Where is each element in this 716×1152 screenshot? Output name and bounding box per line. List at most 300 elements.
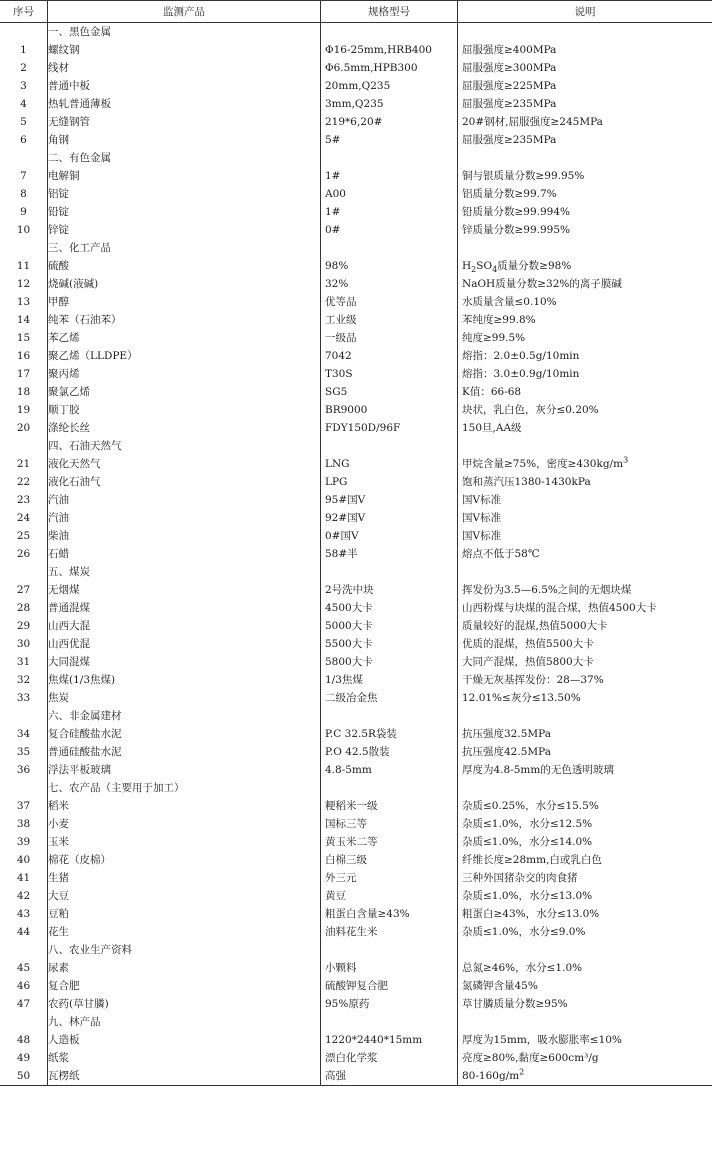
table-row xyxy=(0,59,712,77)
note-cell: 杂质≤1.0%，水分≤14.0% xyxy=(462,836,593,848)
row-number: 22 xyxy=(0,473,48,491)
table-row xyxy=(0,833,712,851)
row-number: 8 xyxy=(0,185,48,203)
note-cell: 厚度为15mm，吸水膨胀率≤10% xyxy=(462,1034,622,1046)
note-cell xyxy=(458,563,713,581)
product-name: 无烟煤 xyxy=(48,581,321,599)
category-row xyxy=(0,779,712,797)
spec-cell: Φ16-25mm,HRB400 xyxy=(321,41,458,59)
note-cell xyxy=(458,149,713,167)
note-cell: 三种外国猪杂交的肉食猪 xyxy=(462,872,578,884)
product-name: 苯乙烯 xyxy=(48,329,321,347)
spec-cell xyxy=(321,707,458,725)
spec-cell: 58#半 xyxy=(321,545,458,563)
product-name: 硫酸 xyxy=(48,257,321,275)
row-number: 48 xyxy=(0,1031,48,1049)
note-cell: 草甘膦质量分数≥95% xyxy=(462,998,568,1010)
product-name: 豆粕 xyxy=(48,905,321,923)
row-number: 26 xyxy=(0,545,48,563)
note-cell: 屈服强度≥235MPa xyxy=(462,98,557,110)
note-cell: 挥发份为3.5—6.5%之间的无烟块煤 xyxy=(462,584,632,596)
product-name: 复合硅酸盐水泥 xyxy=(48,725,321,743)
row-number: 5 xyxy=(0,113,48,131)
row-number: 23 xyxy=(0,491,48,509)
product-name: 稻米 xyxy=(48,797,321,815)
table-row xyxy=(0,347,712,365)
table-row xyxy=(0,905,712,923)
header-product: 监测产品 xyxy=(48,1,321,23)
spec-cell: 7042 xyxy=(321,347,458,365)
table-row xyxy=(0,365,712,383)
product-name: 普通中板 xyxy=(48,77,321,95)
product-name: 柴油 xyxy=(48,527,321,545)
category-label: 五、煤炭 xyxy=(48,563,321,581)
spec-cell: LPG xyxy=(321,473,458,491)
spec-cell: 95%原药 xyxy=(321,995,458,1013)
product-name: 电解铜 xyxy=(48,167,321,185)
product-name: 焦煤(1/3焦煤) xyxy=(48,671,321,689)
spec-cell: 1220*2440*15mm xyxy=(321,1031,458,1049)
table-row xyxy=(0,1049,712,1067)
product-name: 普通混煤 xyxy=(48,599,321,617)
spec-cell: FDY150D/96F xyxy=(321,419,458,437)
spec-cell: 5800大卡 xyxy=(321,653,458,671)
category-row xyxy=(0,941,712,959)
spec-cell: P.C 32.5R袋装 xyxy=(321,725,458,743)
note-cell xyxy=(458,1013,713,1031)
product-name: 尿素 xyxy=(48,959,321,977)
product-name: 复合肥 xyxy=(48,977,321,995)
row-number: 47 xyxy=(0,995,48,1013)
product-name: 小麦 xyxy=(48,815,321,833)
row-number: 36 xyxy=(0,761,48,779)
note-cell: 杂质≤1.0%，水分≤13.0% xyxy=(462,890,593,902)
row-number: 28 xyxy=(0,599,48,617)
spec-cell: SG5 xyxy=(321,383,458,401)
table-row xyxy=(0,257,712,275)
spec-cell: 92#国Ⅴ xyxy=(321,509,458,527)
spec-cell xyxy=(321,149,458,167)
note-cell: 水质量含量≤0.10% xyxy=(462,296,557,308)
note-cell: 粗蛋白≥43%，水分≤13.0% xyxy=(462,908,600,920)
table-row xyxy=(0,77,712,95)
row-number xyxy=(0,1013,48,1031)
table-row xyxy=(0,509,712,527)
note-cell: 饱和蒸汽压1380-1430kPa xyxy=(462,476,591,488)
table-row xyxy=(0,95,712,113)
table-row xyxy=(0,455,712,473)
note-cell: 氮磷钾含量45% xyxy=(462,980,538,992)
spec-cell: 219*6,20# xyxy=(321,113,458,131)
table-row xyxy=(0,383,712,401)
table-body xyxy=(0,23,712,1086)
table-row xyxy=(0,815,712,833)
table-row xyxy=(0,887,712,905)
product-name: 棉花（皮棉） xyxy=(48,851,321,869)
note-cell: 12.01%≤灰分≤13.50% xyxy=(462,692,581,704)
category-row xyxy=(0,1013,712,1031)
spec-cell: 粳稻米一级 xyxy=(321,797,458,815)
note-cell: 屈服强度≥225MPa xyxy=(462,80,557,92)
row-number: 20 xyxy=(0,419,48,437)
product-name: 热轧普通薄板 xyxy=(48,95,321,113)
product-name: 浮法平板玻璃 xyxy=(48,761,321,779)
category-label: 七、农产品（主要用于加工） xyxy=(48,779,321,797)
spec-cell: 98% xyxy=(321,257,458,275)
spec-cell xyxy=(321,239,458,257)
category-label: 二、有色金属 xyxy=(48,149,321,167)
product-name: 无缝钢管 xyxy=(48,113,321,131)
row-number: 35 xyxy=(0,743,48,761)
row-number: 10 xyxy=(0,221,48,239)
row-number: 37 xyxy=(0,797,48,815)
note-cell: 亮度≥80%,黏度≥600cm³/g xyxy=(462,1052,599,1064)
category-row xyxy=(0,707,712,725)
spec-cell: 4.8-5mm xyxy=(321,761,458,779)
table-row xyxy=(0,1067,712,1086)
product-name: 烧碱(液碱) xyxy=(48,275,321,293)
table-row xyxy=(0,851,712,869)
row-number: 43 xyxy=(0,905,48,923)
note-cell: 国Ⅴ标准 xyxy=(462,494,502,506)
spec-cell: 3mm,Q235 xyxy=(321,95,458,113)
spec-cell: 一级品 xyxy=(321,329,458,347)
product-name: 玉米 xyxy=(48,833,321,851)
note-cell: 杂质≤1.0%，水分≤9.0% xyxy=(462,926,586,938)
category-row xyxy=(0,437,712,455)
spec-cell: 32% xyxy=(321,275,458,293)
product-name: 聚乙烯（LLDPE） xyxy=(48,347,321,365)
spec-cell: 1# xyxy=(321,167,458,185)
table-row xyxy=(0,869,712,887)
note-cell: 苯纯度≥99.8% xyxy=(462,314,536,326)
spec-cell: 高强 xyxy=(321,1067,458,1086)
row-number xyxy=(0,239,48,257)
note-part: 3 xyxy=(623,455,629,465)
product-name: 大豆 xyxy=(48,887,321,905)
spec-cell: 1# xyxy=(321,203,458,221)
row-number: 15 xyxy=(0,329,48,347)
row-number: 19 xyxy=(0,401,48,419)
table-row xyxy=(0,635,712,653)
spec-cell: 20mm,Q235 xyxy=(321,77,458,95)
spec-cell: 5# xyxy=(321,131,458,149)
spec-cell: T30S xyxy=(321,365,458,383)
row-number: 29 xyxy=(0,617,48,635)
row-number: 30 xyxy=(0,635,48,653)
note-cell: 杂质≤0.25%，水分≤15.5% xyxy=(462,800,599,812)
table-row xyxy=(0,419,712,437)
note-cell: 铝质量分数≥99.7% xyxy=(462,188,557,200)
note-cell: 熔指：3.0±0.9g/10min xyxy=(462,368,580,380)
product-name: 铅锭 xyxy=(48,203,321,221)
table-row xyxy=(0,41,712,59)
note-cell: 抗压强度32.5MPa xyxy=(462,728,551,740)
table-row xyxy=(0,113,712,131)
note-cell xyxy=(458,779,713,797)
table-row xyxy=(0,653,712,671)
row-number: 1 xyxy=(0,41,48,59)
note-cell: 国Ⅴ标准 xyxy=(462,512,502,524)
table-row xyxy=(0,311,712,329)
note-part: 80-160g/m xyxy=(462,1070,520,1082)
note-cell: 纤维长度≥28mm,白或乳白色 xyxy=(462,854,602,866)
note-cell xyxy=(458,455,713,473)
row-number: 24 xyxy=(0,509,48,527)
note-cell: 铅质量分数≥99.994% xyxy=(462,206,571,218)
row-number: 31 xyxy=(0,653,48,671)
row-number xyxy=(0,707,48,725)
spec-cell: 粗蛋白含量≥43% xyxy=(321,905,458,923)
note-cell: 质量较好的混煤,热值5000大卡 xyxy=(462,620,608,632)
header-no: 序号 xyxy=(0,1,48,23)
row-number: 41 xyxy=(0,869,48,887)
product-name: 山西优混 xyxy=(48,635,321,653)
spec-cell: 2号洗中块 xyxy=(321,581,458,599)
note-cell: 锌质量分数≥99.995% xyxy=(462,224,571,236)
spec-cell: 0#国Ⅴ xyxy=(321,527,458,545)
row-number: 14 xyxy=(0,311,48,329)
spec-cell xyxy=(321,563,458,581)
spec-cell: 0# xyxy=(321,221,458,239)
table-row xyxy=(0,167,712,185)
row-number: 13 xyxy=(0,293,48,311)
category-label: 三、化工产品 xyxy=(48,239,321,257)
product-name: 人造板 xyxy=(48,1031,321,1049)
row-number: 6 xyxy=(0,131,48,149)
row-number: 2 xyxy=(0,59,48,77)
table-header-row xyxy=(0,1,712,23)
note-cell: 屈服强度≥300MPa xyxy=(462,62,557,74)
note-cell: 杂质≤1.0%，水分≤12.5% xyxy=(462,818,593,830)
table-row xyxy=(0,671,712,689)
category-row xyxy=(0,239,712,257)
spec-cell: 油料花生米 xyxy=(321,923,458,941)
row-number: 18 xyxy=(0,383,48,401)
note-cell xyxy=(458,23,713,42)
table-row xyxy=(0,203,712,221)
table-row xyxy=(0,221,712,239)
note-cell: 国Ⅴ标准 xyxy=(462,530,502,542)
table-row xyxy=(0,995,712,1013)
row-number xyxy=(0,23,48,42)
table-row xyxy=(0,581,712,599)
category-row xyxy=(0,23,712,42)
row-number: 34 xyxy=(0,725,48,743)
spec-cell: Φ6.5mm,HPB300 xyxy=(321,59,458,77)
product-name: 汽油 xyxy=(48,509,321,527)
spec-cell: 黄豆 xyxy=(321,887,458,905)
spec-cell: 工业级 xyxy=(321,311,458,329)
spec-cell xyxy=(321,779,458,797)
product-name: 锌锭 xyxy=(48,221,321,239)
row-number: 3 xyxy=(0,77,48,95)
row-number: 21 xyxy=(0,455,48,473)
spec-cell: 小颗料 xyxy=(321,959,458,977)
spec-cell: 白棉三级 xyxy=(321,851,458,869)
spec-cell: 漂白化学浆 xyxy=(321,1049,458,1067)
spec-cell xyxy=(321,437,458,455)
table-row xyxy=(0,977,712,995)
spec-cell: 硫酸钾复合肥 xyxy=(321,977,458,995)
category-label: 八、农业生产资料 xyxy=(48,941,321,959)
spec-cell: 黄玉米二等 xyxy=(321,833,458,851)
note-cell: 屈服强度≥400MPa xyxy=(462,44,557,56)
row-number: 7 xyxy=(0,167,48,185)
spec-cell: LNG xyxy=(321,455,458,473)
table-row xyxy=(0,797,712,815)
note-part: 甲烷含量≥75%，密度≥430kg/m xyxy=(462,458,624,470)
note-cell: 熔点不低于58℃ xyxy=(462,548,540,560)
note-part: H xyxy=(462,260,472,272)
product-name: 甲醇 xyxy=(48,293,321,311)
category-row xyxy=(0,563,712,581)
note-cell: 总氮≥46%，水分≤1.0% xyxy=(462,962,583,974)
product-name: 汽油 xyxy=(48,491,321,509)
note-cell xyxy=(458,941,713,959)
category-label: 六、非金属建材 xyxy=(48,707,321,725)
row-number: 49 xyxy=(0,1049,48,1067)
note-cell: 优质的混煤，热值5500大卡 xyxy=(462,638,594,650)
spec-cell: 5500大卡 xyxy=(321,635,458,653)
row-number xyxy=(0,563,48,581)
row-number: 46 xyxy=(0,977,48,995)
product-name: 线材 xyxy=(48,59,321,77)
category-row xyxy=(0,149,712,167)
row-number: 12 xyxy=(0,275,48,293)
table-row xyxy=(0,617,712,635)
table-row xyxy=(0,473,712,491)
product-name: 山西大混 xyxy=(48,617,321,635)
table-row xyxy=(0,599,712,617)
note-cell xyxy=(458,239,713,257)
category-label: 九、林产品 xyxy=(48,1013,321,1031)
row-number: 38 xyxy=(0,815,48,833)
row-number: 50 xyxy=(0,1067,48,1086)
table-row xyxy=(0,761,712,779)
product-name: 焦炭 xyxy=(48,689,321,707)
spec-cell: BR9000 xyxy=(321,401,458,419)
note-cell: 山西粉煤与块煤的混合煤，热值4500大卡 xyxy=(462,602,657,614)
product-name: 纸浆 xyxy=(48,1049,321,1067)
table-row xyxy=(0,527,712,545)
table-row xyxy=(0,959,712,977)
note-cell: NaOH质量分数≥32%的离子膜碱 xyxy=(462,278,622,290)
note-cell: 大同产混煤，热值5800大卡 xyxy=(462,656,594,668)
spec-cell: 国标三等 xyxy=(321,815,458,833)
note-part: 4 xyxy=(492,265,498,275)
note-cell xyxy=(458,1067,713,1086)
product-name: 瓦楞纸 xyxy=(48,1067,321,1086)
row-number: 11 xyxy=(0,257,48,275)
product-name: 角钢 xyxy=(48,131,321,149)
note-cell: K值：66-68 xyxy=(462,386,522,398)
row-number: 44 xyxy=(0,923,48,941)
row-number xyxy=(0,437,48,455)
product-name: 聚丙烯 xyxy=(48,365,321,383)
note-cell: 150旦,AA级 xyxy=(462,422,522,434)
product-name: 普通硅酸盐水泥 xyxy=(48,743,321,761)
note-cell: 干燥无灰基挥发份：28—37% xyxy=(462,674,604,686)
table-row xyxy=(0,491,712,509)
product-name: 螺纹钢 xyxy=(48,41,321,59)
spec-cell: A00 xyxy=(321,185,458,203)
spec-cell: 1/3焦煤 xyxy=(321,671,458,689)
product-name: 聚氯乙烯 xyxy=(48,383,321,401)
product-name: 生猪 xyxy=(48,869,321,887)
note-cell: 抗压强度42.5MPa xyxy=(462,746,551,758)
table-row xyxy=(0,923,712,941)
product-name: 大同混煤 xyxy=(48,653,321,671)
table-row xyxy=(0,275,712,293)
category-label: 一、黑色金属 xyxy=(48,23,321,42)
note-part: 2 xyxy=(519,1067,525,1077)
spec-cell: 外三元 xyxy=(321,869,458,887)
spec-cell: 5000大卡 xyxy=(321,617,458,635)
note-cell xyxy=(458,437,713,455)
spec-cell: 二级冶金焦 xyxy=(321,689,458,707)
spec-cell xyxy=(321,941,458,959)
note-cell xyxy=(458,707,713,725)
product-name: 液化石油气 xyxy=(48,473,321,491)
note-cell: 纯度≥99.5% xyxy=(462,332,526,344)
product-name: 花生 xyxy=(48,923,321,941)
row-number: 9 xyxy=(0,203,48,221)
table-row xyxy=(0,689,712,707)
product-name: 农药(草甘膦) xyxy=(48,995,321,1013)
row-number: 4 xyxy=(0,95,48,113)
spec-cell xyxy=(321,1013,458,1031)
table-row xyxy=(0,1031,712,1049)
row-number: 40 xyxy=(0,851,48,869)
note-part: 2 xyxy=(471,265,477,275)
spec-cell: P.O 42.5散装 xyxy=(321,743,458,761)
row-number xyxy=(0,779,48,797)
note-cell: 铜与银质量分数≥99.95% xyxy=(462,170,585,182)
note-cell: 20#钢材,屈服强度≥245MPa xyxy=(462,116,603,128)
note-cell xyxy=(458,257,713,275)
spec-cell: 4500大卡 xyxy=(321,599,458,617)
table-row xyxy=(0,293,712,311)
note-part: 质量分数≥98% xyxy=(497,260,572,272)
row-number xyxy=(0,149,48,167)
product-name: 液化天然气 xyxy=(48,455,321,473)
row-number: 45 xyxy=(0,959,48,977)
row-number: 32 xyxy=(0,671,48,689)
spec-cell xyxy=(321,23,458,42)
table-row xyxy=(0,725,712,743)
table-row xyxy=(0,131,712,149)
table-row xyxy=(0,545,712,563)
row-number: 16 xyxy=(0,347,48,365)
product-name: 铝锭 xyxy=(48,185,321,203)
note-part: SO xyxy=(476,260,493,272)
table-row xyxy=(0,185,712,203)
spec-cell: 优等品 xyxy=(321,293,458,311)
category-label: 四、石油天然气 xyxy=(48,437,321,455)
product-name: 顺丁胶 xyxy=(48,401,321,419)
note-cell: 熔指：2.0±0.5g/10min xyxy=(462,350,580,362)
row-number: 17 xyxy=(0,365,48,383)
row-number: 27 xyxy=(0,581,48,599)
note-cell: 屈服强度≥235MPa xyxy=(462,134,557,146)
row-number: 25 xyxy=(0,527,48,545)
spec-cell: 95#国Ⅴ xyxy=(321,491,458,509)
header-spec: 规格型号 xyxy=(321,1,458,23)
row-number: 39 xyxy=(0,833,48,851)
row-number: 33 xyxy=(0,689,48,707)
note-cell: 厚度为4.8-5mm的无色透明玻璃 xyxy=(462,764,614,776)
